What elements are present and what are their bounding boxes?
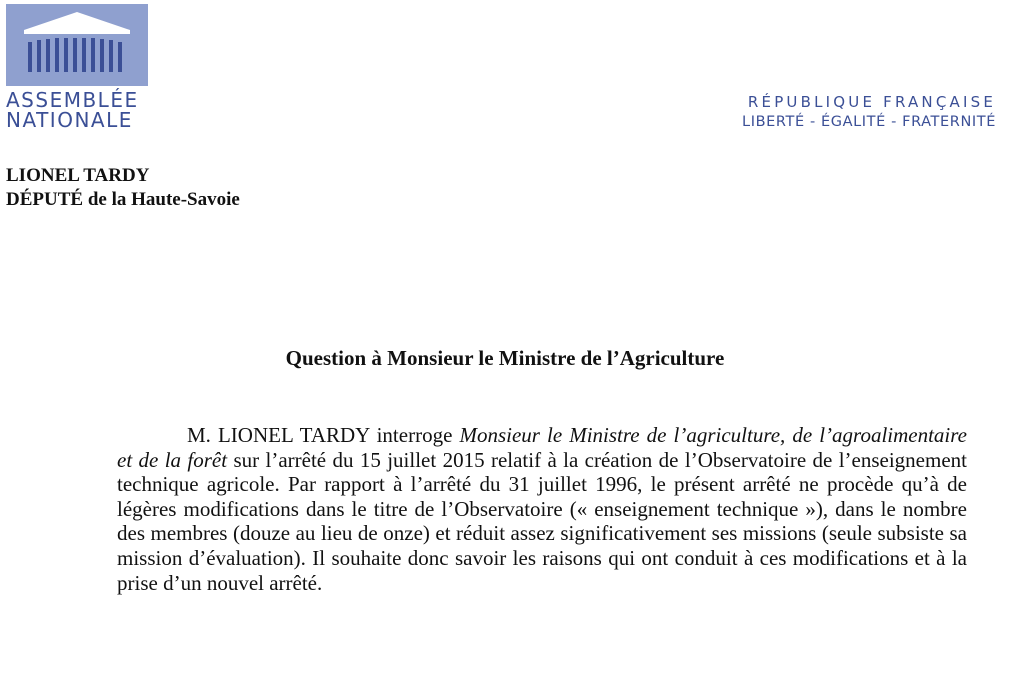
author-title — [6, 188, 240, 212]
author-title-suffix: de la Haute-Savoie — [83, 189, 240, 210]
logo-line-nationale: NATIONALE — [6, 108, 133, 132]
republique-francaise-header — [742, 92, 996, 132]
minister-name: Monsieur le Ministre de l’agriculture, de l’agroalimentaire et de la forêt — [117, 423, 967, 472]
question-body — [117, 423, 967, 595]
logo-line-assemblee: ASSEMBLÉE — [6, 88, 139, 112]
author-title-prefix: DÉPUTÉ — [6, 189, 84, 210]
republique-line: RÉPUBLIQUE FRANÇAISE — [747, 93, 996, 111]
hemicycle-icon — [6, 4, 148, 86]
question-intro: M. LIONEL TARDY interroge — [187, 423, 460, 447]
author-block — [6, 164, 240, 212]
assemblee-nationale-logo — [6, 4, 148, 130]
question-text: sur l’arrêté du 15 juillet 2015 relatif à la création de l’Observatoire de l’enseignement technique agricole. Par rapport à l’arrêté du 31 juillet 1996, le présent arrêté ne procède qu’à de légères modifications dans le titre de l’Observatoire (« enseignement technique »), dans le nombre des membres (douze au lieu de onze) et réduit assez significativement ses missions (seule subsiste sa mission d’évaluation). Il souhaite donc savoir les raisons qui ont conduit à ces modifications et à la prise d’un nouvel arrêté. — [117, 447, 967, 595]
author-name: LIONEL TARDY — [6, 165, 150, 186]
question-title: Question à Monsieur le Ministre de l’Agriculture — [285, 346, 725, 370]
motto-line: LIBERTÉ - ÉGALITÉ - FRATERNITÉ — [742, 114, 996, 130]
